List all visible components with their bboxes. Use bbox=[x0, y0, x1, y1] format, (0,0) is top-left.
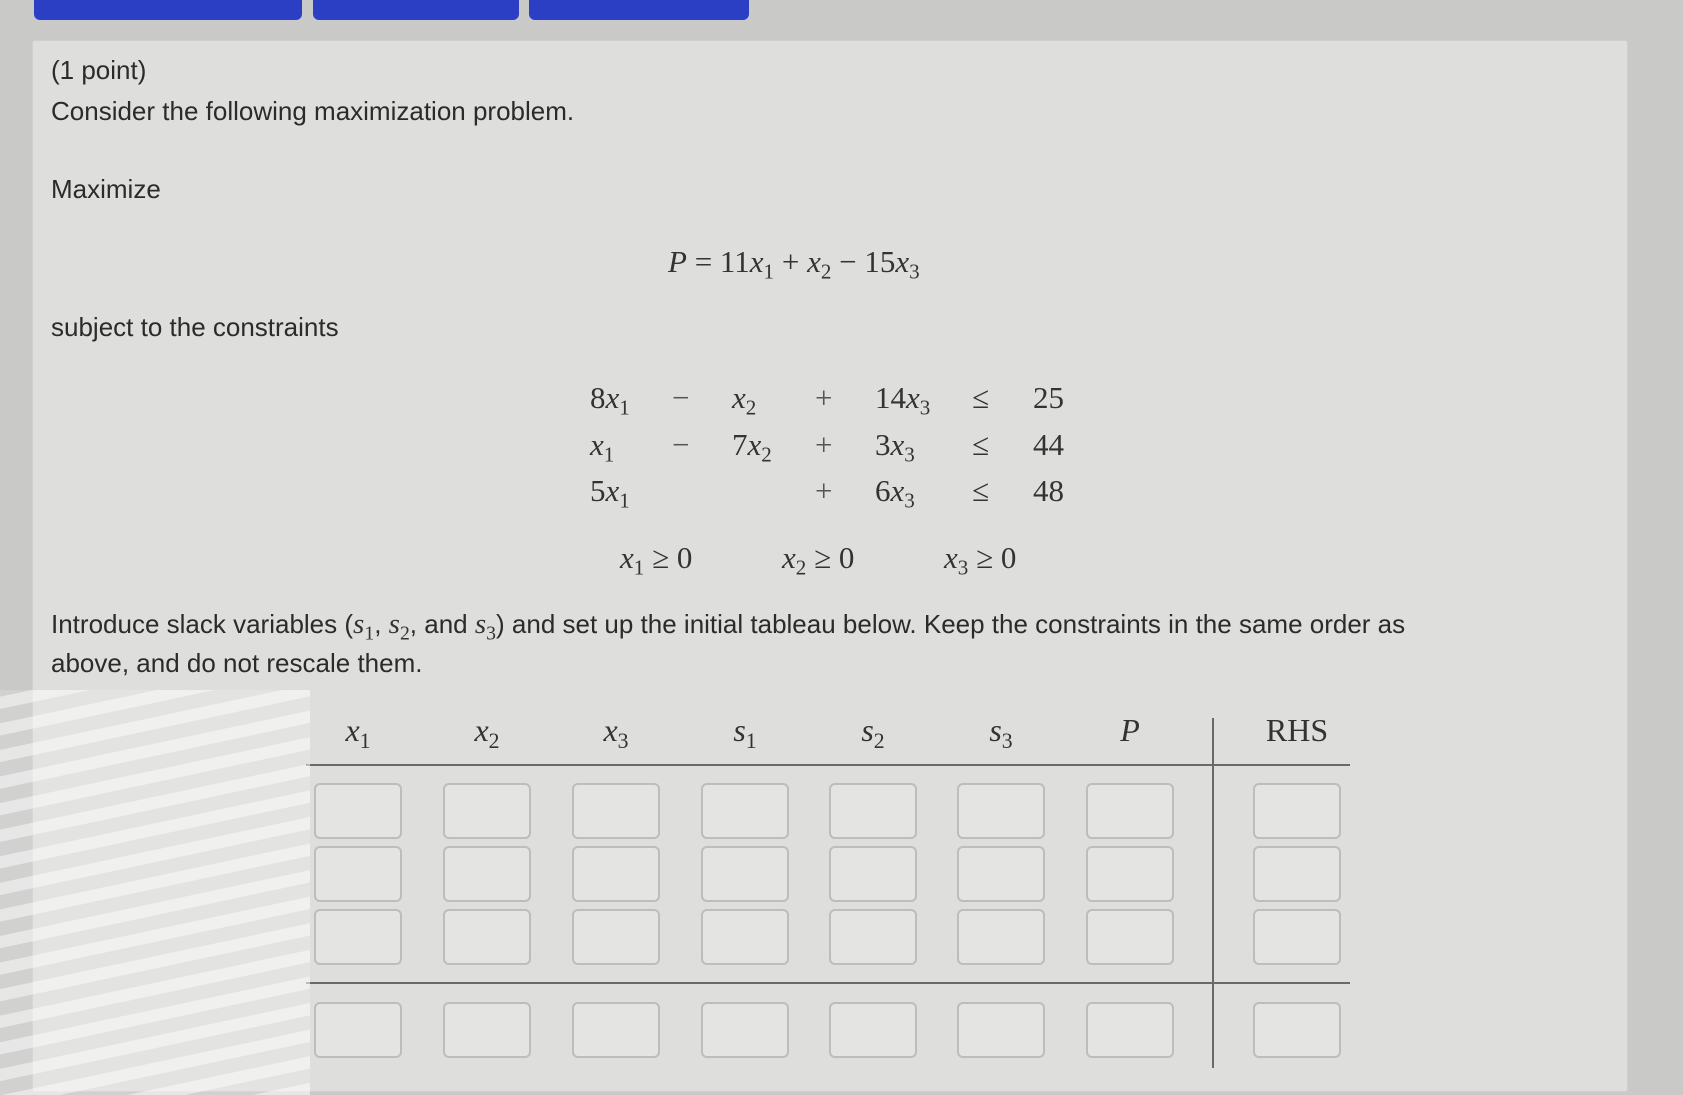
constraint-row-3-cell-5[interactable] bbox=[829, 909, 917, 965]
top-button-2[interactable] bbox=[313, 0, 519, 20]
constraint-2-relation: ≤ bbox=[972, 427, 990, 462]
constraint-row-2-cell-1[interactable] bbox=[314, 846, 402, 902]
objective-row-cell-7[interactable] bbox=[1086, 1002, 1174, 1058]
constraint-2-term2: $7x_2$ bbox=[732, 427, 772, 467]
next-problem-button[interactable] bbox=[529, 0, 749, 20]
constraint-row-3-cell-6[interactable] bbox=[957, 909, 1045, 965]
objective-lhs: P bbox=[668, 244, 687, 279]
constraint-row-2-cell-6[interactable] bbox=[957, 846, 1045, 902]
constraint-3-rhs: 48 bbox=[1033, 473, 1064, 508]
constraint-row-3-cell-7[interactable] bbox=[1086, 909, 1174, 965]
constraint-row-2-cell-7[interactable] bbox=[1086, 846, 1174, 902]
nonneg-x3: $x_3 \ge 0$ bbox=[944, 540, 1017, 580]
objective-plus: + bbox=[781, 244, 800, 279]
tableau-header-x2: $x_2$ bbox=[474, 712, 500, 753]
constraint-2-op2: + bbox=[815, 427, 833, 462]
nonneg-x1: $x_1 \ge 0$ bbox=[620, 540, 693, 580]
objective-row-cell-3[interactable] bbox=[572, 1002, 660, 1058]
objective-row-cell-2[interactable] bbox=[443, 1002, 531, 1058]
constraint-row-1-cell-6[interactable] bbox=[957, 783, 1045, 839]
tableau-header-s1: $s_1$ bbox=[733, 712, 757, 753]
constraint-2-op1: − bbox=[672, 427, 690, 462]
constraint-row-2-cell-2[interactable] bbox=[443, 846, 531, 902]
constraint-2-term3: $3x_3$ bbox=[875, 427, 915, 467]
tableau-header-s2: $s_2$ bbox=[861, 712, 885, 753]
constraint-row-1-cell-5[interactable] bbox=[829, 783, 917, 839]
maximize-label: Maximize bbox=[51, 174, 161, 204]
constraint-1-rhs: 25 bbox=[1033, 380, 1064, 415]
objective-row-cell-4[interactable] bbox=[701, 1002, 789, 1058]
constraint-row-1-cell-7[interactable] bbox=[1086, 783, 1174, 839]
objective-eq: = bbox=[694, 244, 713, 279]
constraint-row-1-cell-3[interactable] bbox=[572, 783, 660, 839]
constraint-3-relation: ≤ bbox=[972, 473, 990, 508]
constraint-row-3-cell-3[interactable] bbox=[572, 909, 660, 965]
objective-x2-sub: 2 bbox=[820, 259, 832, 284]
tableau-header-rule bbox=[306, 764, 1350, 766]
objective-minus: − bbox=[839, 244, 857, 279]
constraint-row-3-cell-8[interactable] bbox=[1253, 909, 1341, 965]
objective-x1-sub: 1 bbox=[763, 259, 775, 284]
objective-row-cell-5[interactable] bbox=[829, 1002, 917, 1058]
constraint-row-3-cell-1[interactable] bbox=[314, 909, 402, 965]
objective-x3-sub: 3 bbox=[909, 259, 920, 284]
instructions-line2: above, and do not rescale them. bbox=[51, 648, 423, 678]
objective-c3: 15 bbox=[864, 244, 896, 279]
tableau-header-p: P bbox=[1120, 712, 1140, 748]
constraint-row-1-cell-2[interactable] bbox=[443, 783, 531, 839]
subject-label: subject to the constraints bbox=[51, 312, 339, 342]
constraint-3-term3: $6x_3$ bbox=[875, 473, 915, 513]
constraint-row-3-cell-2[interactable] bbox=[443, 909, 531, 965]
nonneg-x2: $x_2 \ge 0$ bbox=[782, 540, 855, 580]
tableau-objective-rule bbox=[306, 982, 1350, 984]
constraint-1-op1: − bbox=[672, 380, 690, 415]
constraint-row-2-cell-3[interactable] bbox=[572, 846, 660, 902]
instructions-line1: Introduce slack variables ($s_1$, $s_2$, and $s_3$) and set up the initial tableau below. Keep the constraints in the same order as bbox=[51, 608, 1406, 645]
constraint-1-term3: $14x_3$ bbox=[875, 380, 931, 420]
constraint-1-relation: ≤ bbox=[972, 380, 990, 415]
constraint-row-1-cell-1[interactable] bbox=[314, 783, 402, 839]
tableau-header-s3: $s_3$ bbox=[989, 712, 1013, 753]
top-button-1[interactable] bbox=[34, 0, 302, 20]
constraint-1-term1: $8x_1$ bbox=[590, 380, 630, 420]
constraint-3-term1: $5x_1$ bbox=[590, 473, 630, 513]
constraint-1-term2: $x_2$ bbox=[732, 380, 757, 420]
constraint-row-2-cell-4[interactable] bbox=[701, 846, 789, 902]
constraint-row-1-cell-8[interactable] bbox=[1253, 783, 1341, 839]
constraint-2-rhs: 44 bbox=[1033, 427, 1064, 462]
problem-intro: Consider the following maximization problem. bbox=[51, 96, 575, 126]
tableau-header-x3: $x_3$ bbox=[603, 712, 629, 753]
objective-row-cell-6[interactable] bbox=[957, 1002, 1045, 1058]
tableau-rhs-divider bbox=[1212, 718, 1214, 1068]
constraint-1-op2: + bbox=[815, 380, 833, 415]
tableau-header-x1: $x_1$ bbox=[345, 712, 371, 753]
objective-row-cell-8[interactable] bbox=[1253, 1002, 1341, 1058]
constraint-row-1-cell-4[interactable] bbox=[701, 783, 789, 839]
tableau-header-rhs: RHS bbox=[1265, 712, 1329, 748]
points-label: (1 point) bbox=[51, 55, 147, 85]
objective-row-cell-1[interactable] bbox=[314, 1002, 402, 1058]
constraint-2-term1: $x_1$ bbox=[590, 427, 615, 467]
constraint-row-3-cell-4[interactable] bbox=[701, 909, 789, 965]
constraint-3-op2: + bbox=[815, 473, 833, 508]
objective-c1: 11 bbox=[719, 244, 750, 279]
constraint-row-2-cell-5[interactable] bbox=[829, 846, 917, 902]
constraint-row-2-cell-8[interactable] bbox=[1253, 846, 1341, 902]
objective-function: $P = 11x_1 + x_2 - 15x_3$ bbox=[668, 244, 920, 284]
